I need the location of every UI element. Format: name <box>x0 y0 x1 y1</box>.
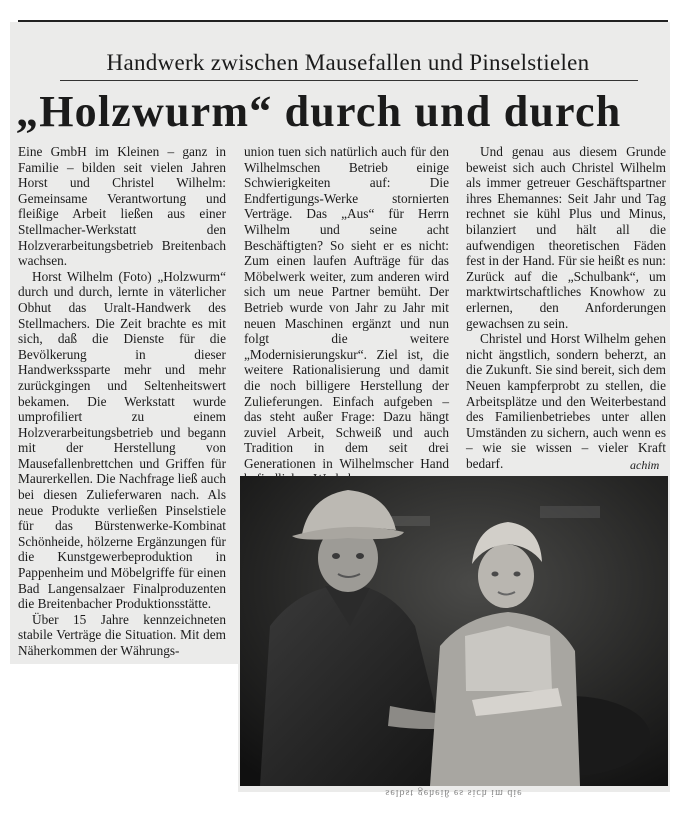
top-rule <box>18 20 668 22</box>
article-photo <box>240 476 668 786</box>
clipping-cut-corner <box>10 664 238 794</box>
author-byline: achim <box>630 458 660 472</box>
paragraph: Horst Wilhelm (Foto) „Holzwurm“ durch und durch, lernte in väterlicher Obhut das Uralt-Handwerk des Stellmachers. Die Zeit brachte es mit sich, daß die Dienste für die Bevölkerung in dieser Handwerkssparte mehr und mehr zurückgingen und Seltenheitswert bekamen. Die Werkstatt wurde umprofiliert zu einem Holzverarbeitungsbetrieb und begann mit der Herstellung von Mausefallenbrettchen und Griffen für Maurerkellen. Die Nachfrage ließ auch bei diesen Zulieferwaren nach. Als neue Produkte verließen Pinselstiele für das Bürstenwerke-Kombinat Schönheide, hölzerne Ergänzungen für die Kunstgewerbeproduktion in Pappenheim und Möbelgriffe für einen Bad Langensalzaer Finalproduzenten die Breitenbacher Produktionsstätte. <box>18 268 226 612</box>
paragraph: Eine GmbH im Kleinen – ganz in Familie – bilden seit vielen Jahren Horst und Christel Wilhelm: Gemeinsame Verantwortung und fleißige Arbeit ließen aus einer Stellmacher-Werkstatt den Holzverarbeitungsbetrieb Breitenbach wachsen. <box>18 144 226 269</box>
paragraph: union tuen sich natürlich auch für den Wilhelmschen Betrieb einige Schwierigkeiten auf: Die Endfertigungs-Werke stornierten Verträge. Das „Aus“ für Herrn Wilhelm und seine acht Beschäftigten? So sieht er es nicht: Zum einen laufen Aufträge für das Möbelwerk weiter, zum anderen wird sich um neue Partner bemüht. Der Betrieb wurde von Jahr zu Jahr mit neuen Maschinen ergänzt und nun folgt die weitere „Modernisierungskur“. Ziel ist, die weitere Rationalisierung und damit die noch billigere Herstellung der Zulieferungen. Einfach aufgeben – das steht außer Frage: Dazu hängt zuviel Arbeit, Schweiß und auch Tradition in dem seit drei Generationen in Wilhelmscher Hand <box>244 144 449 471</box>
article-column-2 <box>244 144 449 487</box>
kicker-headline: Handwerk zwischen Mausefallen und Pinselstielen <box>106 50 590 75</box>
main-headline: „Holzwurm“ durch und durch <box>16 87 622 136</box>
paragraph: Und genau aus diesem Grunde beweist sich auch Christel Wilhelm als immer getreuer Geschäftspartner ihres Ehemannes: Seit Jahr und Tag rechnet sie kühl Plus und Minus, bilanziert und hält all die aufwendigen theoretischen Fäden fest in der Hand. Für sie heißt es nun: Zurück auf die „Schulbank“, um marktwirtschaftliches Knowhow zu erlernen, den Anforderungen gewachsen zu sein. <box>466 144 666 331</box>
article-column-1 <box>18 144 226 659</box>
article-column-3 <box>466 144 666 471</box>
paragraph: Über 15 Jahre kennzeichneten stabile Verträge die Situation. Mit dem Näherkommen der Währungs- <box>18 611 226 658</box>
bleed-through-text: selbst geheiß es sich im die <box>385 787 523 798</box>
kicker-rule <box>60 80 638 81</box>
paragraph: Christel und Horst Wilhelm gehen nicht ängstlich, sondern beherzt, an die Zukunft. Sie sind bereit, sich dem Neuen kampferprobt zu stellen, die Arbeitsplätze und den Weiterbestand des Familienbetriebes unter allen Umständen zu sichern, auch wenn es – wie sie wissen – vieler Kraft bedarf. <box>466 331 666 471</box>
